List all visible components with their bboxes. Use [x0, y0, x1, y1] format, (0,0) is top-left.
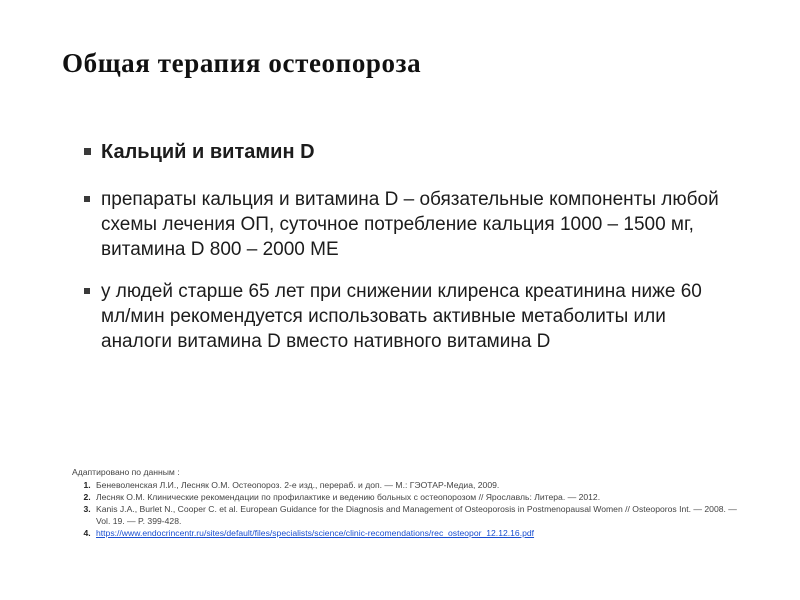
- reference-item: 2. Лесняк О.М. Клинические рекомендации по профилактике и ведению больных с остеопорозом // Ярославль: Литера. — 2012.: [93, 491, 746, 503]
- bullet-text: Кальций и витамин D: [101, 141, 315, 163]
- bullet-text: препараты кальция и витамина D – обязательные компоненты любой схемы лечения ОП, суточное потребление кальция 1000 – 1500 мг, витамина D 800 – 2000 МЕ: [101, 189, 719, 260]
- references: [66, 466, 746, 539]
- bullet-list: [84, 140, 724, 371]
- reference-item: 1. Беневоленская Л.И., Лесняк О.М. Остеопороз. 2-е изд., перераб. и доп. — М.: ГЭОТАР-Медиа, 2009.: [93, 479, 746, 491]
- bullet-heading: [84, 140, 724, 165]
- bullet-item: [84, 279, 724, 354]
- bullet-marker-icon: [84, 288, 90, 294]
- bullet-item: [84, 187, 724, 262]
- reference-link[interactable]: https://www.endocrincentr.ru/sites/default/files/specialists/science/clinic-recomendations/rec_osteopor_12.12.16.pdf: [96, 528, 535, 538]
- reference-item: [93, 527, 746, 539]
- slide-title: Общая терапия остеопороза: [62, 48, 422, 78]
- bullet-text: у людей старше 65 лет при снижении клиренса креатинина ниже 60 мл/мин рекомендуется использовать активные метаболиты или аналоги витамина D вместо нативного витамина D: [101, 281, 702, 352]
- references-list: [66, 479, 746, 539]
- bullet-marker-icon: [84, 148, 91, 155]
- bullet-marker-icon: [84, 196, 90, 202]
- reference-item: 3. Kanis J.A., Burlet N., Cooper C. et al. European Guidance for the Diagnosis and Management of Osteoporosis in Postmenopausal Women // Osteoporos Int. — 2008. — Vol. 19. — P. 399-428.: [93, 503, 746, 527]
- references-header: Адаптировано по данным :: [72, 467, 180, 477]
